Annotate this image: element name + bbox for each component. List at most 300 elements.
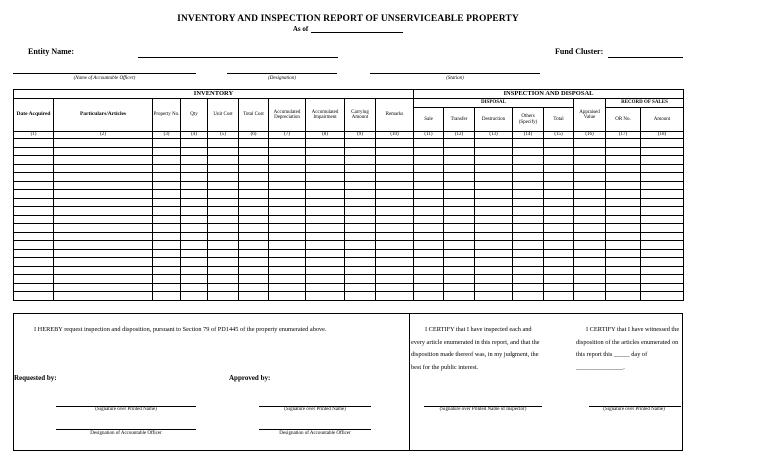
table-cell[interactable]	[475, 224, 513, 233]
table-cell[interactable]	[208, 258, 239, 267]
table-cell[interactable]	[414, 258, 444, 267]
table-cell[interactable]	[414, 198, 444, 207]
table-cell[interactable]	[475, 266, 513, 275]
table-cell[interactable]	[606, 139, 641, 148]
table-cell[interactable]	[181, 181, 208, 190]
table-cell[interactable]	[345, 241, 376, 250]
table-cell[interactable]	[475, 181, 513, 190]
table-cell[interactable]	[376, 258, 414, 267]
table-cell[interactable]	[444, 266, 475, 275]
table-cell[interactable]	[269, 266, 306, 275]
table-cell[interactable]	[54, 258, 153, 267]
requested-designation-line[interactable]	[56, 429, 196, 430]
table-cell[interactable]	[574, 190, 606, 199]
table-cell[interactable]	[606, 181, 641, 190]
table-cell[interactable]	[54, 249, 153, 258]
designation-line[interactable]	[227, 73, 337, 74]
table-cell[interactable]	[345, 173, 376, 182]
table-cell[interactable]	[208, 232, 239, 241]
table-cell[interactable]	[345, 198, 376, 207]
table-cell[interactable]	[641, 275, 684, 284]
table-cell[interactable]	[544, 249, 574, 258]
table-cell[interactable]	[306, 198, 345, 207]
table-cell[interactable]	[574, 275, 606, 284]
table-cell[interactable]	[239, 275, 269, 284]
table-cell[interactable]	[306, 249, 345, 258]
table-cell[interactable]	[54, 147, 153, 156]
table-cell[interactable]	[444, 232, 475, 241]
table-cell[interactable]	[54, 198, 153, 207]
table-cell[interactable]	[574, 181, 606, 190]
table-cell[interactable]	[181, 215, 208, 224]
table-cell[interactable]	[544, 181, 574, 190]
table-cell[interactable]	[414, 283, 444, 292]
table-cell[interactable]	[239, 258, 269, 267]
table-cell[interactable]	[376, 215, 414, 224]
table-cell[interactable]	[269, 207, 306, 216]
table-cell[interactable]	[641, 241, 684, 250]
table-cell[interactable]	[181, 232, 208, 241]
table-cell[interactable]	[239, 292, 269, 301]
table-cell[interactable]	[475, 232, 513, 241]
table-cell[interactable]	[574, 215, 606, 224]
table-cell[interactable]	[606, 292, 641, 301]
table-cell[interactable]	[181, 147, 208, 156]
table-cell[interactable]	[606, 275, 641, 284]
table-cell[interactable]	[269, 283, 306, 292]
table-cell[interactable]	[513, 147, 544, 156]
table-cell[interactable]	[414, 190, 444, 199]
table-cell[interactable]	[574, 241, 606, 250]
table-cell[interactable]	[574, 139, 606, 148]
table-cell[interactable]	[239, 224, 269, 233]
table-cell[interactable]	[181, 190, 208, 199]
table-cell[interactable]	[376, 198, 414, 207]
table-cell[interactable]	[444, 275, 475, 284]
table-cell[interactable]	[239, 266, 269, 275]
table-cell[interactable]	[181, 241, 208, 250]
table-cell[interactable]	[606, 147, 641, 156]
table-cell[interactable]	[306, 147, 345, 156]
table-cell[interactable]	[475, 207, 513, 216]
table-cell[interactable]	[544, 164, 574, 173]
table-cell[interactable]	[475, 173, 513, 182]
table-cell[interactable]	[208, 241, 239, 250]
table-cell[interactable]	[153, 266, 181, 275]
table-cell[interactable]	[181, 292, 208, 301]
table-cell[interactable]	[444, 215, 475, 224]
table-cell[interactable]	[414, 215, 444, 224]
table-cell[interactable]	[181, 283, 208, 292]
table-cell[interactable]	[606, 241, 641, 250]
table-cell[interactable]	[239, 190, 269, 199]
table-cell[interactable]	[513, 198, 544, 207]
table-cell[interactable]	[153, 283, 181, 292]
table-cell[interactable]	[475, 139, 513, 148]
table-cell[interactable]	[153, 249, 181, 258]
table-cell[interactable]	[239, 181, 269, 190]
table-cell[interactable]	[376, 139, 414, 148]
table-cell[interactable]	[54, 207, 153, 216]
table-cell[interactable]	[208, 139, 239, 148]
table-cell[interactable]	[208, 249, 239, 258]
table-cell[interactable]	[444, 190, 475, 199]
table-cell[interactable]	[641, 207, 684, 216]
table-cell[interactable]	[475, 258, 513, 267]
table-cell[interactable]	[181, 224, 208, 233]
table-cell[interactable]	[153, 275, 181, 284]
table-cell[interactable]	[574, 266, 606, 275]
table-cell[interactable]	[269, 258, 306, 267]
table-cell[interactable]	[269, 232, 306, 241]
table-cell[interactable]	[641, 292, 684, 301]
table-cell[interactable]	[345, 224, 376, 233]
table-cell[interactable]	[345, 249, 376, 258]
table-cell[interactable]	[345, 147, 376, 156]
table-cell[interactable]	[513, 275, 544, 284]
table-cell[interactable]	[14, 292, 54, 301]
table-cell[interactable]	[444, 198, 475, 207]
table-cell[interactable]	[269, 147, 306, 156]
table-cell[interactable]	[574, 232, 606, 241]
table-cell[interactable]	[181, 249, 208, 258]
table-cell[interactable]	[444, 207, 475, 216]
table-cell[interactable]	[574, 173, 606, 182]
table-cell[interactable]	[513, 224, 544, 233]
table-cell[interactable]	[544, 292, 574, 301]
table-cell[interactable]	[513, 249, 544, 258]
table-cell[interactable]	[153, 164, 181, 173]
table-cell[interactable]	[444, 258, 475, 267]
table-cell[interactable]	[376, 156, 414, 165]
table-cell[interactable]	[444, 181, 475, 190]
officer-line[interactable]	[13, 73, 196, 74]
table-cell[interactable]	[181, 258, 208, 267]
table-cell[interactable]	[306, 164, 345, 173]
table-cell[interactable]	[641, 147, 684, 156]
table-cell[interactable]	[606, 190, 641, 199]
table-cell[interactable]	[208, 156, 239, 165]
table-cell[interactable]	[153, 190, 181, 199]
table-cell[interactable]	[641, 266, 684, 275]
table-cell[interactable]	[376, 232, 414, 241]
table-cell[interactable]	[54, 164, 153, 173]
table-cell[interactable]	[14, 139, 54, 148]
table-cell[interactable]	[475, 249, 513, 258]
table-cell[interactable]	[444, 292, 475, 301]
table-cell[interactable]	[269, 156, 306, 165]
table-cell[interactable]	[306, 292, 345, 301]
table-cell[interactable]	[641, 232, 684, 241]
table-cell[interactable]	[376, 249, 414, 258]
table-cell[interactable]	[444, 139, 475, 148]
table-cell[interactable]	[269, 241, 306, 250]
table-cell[interactable]	[513, 156, 544, 165]
table-cell[interactable]	[208, 173, 239, 182]
table-cell[interactable]	[414, 292, 444, 301]
table-cell[interactable]	[306, 139, 345, 148]
table-cell[interactable]	[414, 139, 444, 148]
table-cell[interactable]	[574, 207, 606, 216]
table-cell[interactable]	[444, 164, 475, 173]
table-cell[interactable]	[306, 266, 345, 275]
table-cell[interactable]	[376, 224, 414, 233]
table-cell[interactable]	[54, 266, 153, 275]
table-cell[interactable]	[54, 156, 153, 165]
table-cell[interactable]	[54, 232, 153, 241]
table-cell[interactable]	[306, 232, 345, 241]
table-cell[interactable]	[513, 139, 544, 148]
table-cell[interactable]	[544, 207, 574, 216]
table-cell[interactable]	[544, 215, 574, 224]
table-cell[interactable]	[345, 181, 376, 190]
table-cell[interactable]	[14, 215, 54, 224]
table-cell[interactable]	[606, 249, 641, 258]
table-cell[interactable]	[269, 249, 306, 258]
table-cell[interactable]	[513, 266, 544, 275]
table-cell[interactable]	[54, 173, 153, 182]
table-cell[interactable]	[239, 241, 269, 250]
table-cell[interactable]	[181, 139, 208, 148]
table-cell[interactable]	[606, 266, 641, 275]
table-cell[interactable]	[14, 249, 54, 258]
table-cell[interactable]	[239, 249, 269, 258]
table-cell[interactable]	[414, 156, 444, 165]
table-cell[interactable]	[376, 207, 414, 216]
table-cell[interactable]	[444, 241, 475, 250]
table-cell[interactable]	[345, 156, 376, 165]
table-cell[interactable]	[574, 164, 606, 173]
table-cell[interactable]	[513, 241, 544, 250]
table-cell[interactable]	[208, 164, 239, 173]
table-cell[interactable]	[153, 207, 181, 216]
table-cell[interactable]	[606, 283, 641, 292]
table-cell[interactable]	[306, 258, 345, 267]
table-cell[interactable]	[208, 292, 239, 301]
table-cell[interactable]	[513, 232, 544, 241]
table-cell[interactable]	[345, 266, 376, 275]
table-cell[interactable]	[14, 164, 54, 173]
table-cell[interactable]	[239, 164, 269, 173]
table-cell[interactable]	[153, 241, 181, 250]
table-cell[interactable]	[544, 232, 574, 241]
table-cell[interactable]	[269, 224, 306, 233]
table-cell[interactable]	[239, 173, 269, 182]
table-cell[interactable]	[54, 190, 153, 199]
table-cell[interactable]	[14, 258, 54, 267]
table-cell[interactable]	[606, 164, 641, 173]
table-cell[interactable]	[574, 283, 606, 292]
table-cell[interactable]	[239, 207, 269, 216]
table-cell[interactable]	[513, 164, 544, 173]
table-cell[interactable]	[14, 156, 54, 165]
table-cell[interactable]	[444, 156, 475, 165]
table-cell[interactable]	[641, 249, 684, 258]
table-cell[interactable]	[208, 266, 239, 275]
table-cell[interactable]	[153, 292, 181, 301]
table-cell[interactable]	[376, 147, 414, 156]
table-cell[interactable]	[239, 139, 269, 148]
table-cell[interactable]	[269, 139, 306, 148]
table-cell[interactable]	[574, 224, 606, 233]
fund-cluster-line[interactable]	[608, 57, 683, 58]
table-cell[interactable]	[475, 215, 513, 224]
table-cell[interactable]	[306, 207, 345, 216]
table-cell[interactable]	[513, 215, 544, 224]
table-cell[interactable]	[54, 283, 153, 292]
table-cell[interactable]	[14, 190, 54, 199]
table-cell[interactable]	[574, 249, 606, 258]
table-cell[interactable]	[544, 173, 574, 182]
table-cell[interactable]	[54, 224, 153, 233]
table-cell[interactable]	[306, 181, 345, 190]
table-cell[interactable]	[54, 139, 153, 148]
table-cell[interactable]	[414, 181, 444, 190]
table-cell[interactable]	[54, 275, 153, 284]
table-cell[interactable]	[269, 275, 306, 284]
table-cell[interactable]	[153, 147, 181, 156]
table-cell[interactable]	[306, 241, 345, 250]
table-cell[interactable]	[345, 283, 376, 292]
table-cell[interactable]	[414, 164, 444, 173]
table-cell[interactable]	[641, 283, 684, 292]
table-cell[interactable]	[181, 198, 208, 207]
table-cell[interactable]	[475, 283, 513, 292]
table-cell[interactable]	[641, 258, 684, 267]
table-cell[interactable]	[606, 207, 641, 216]
table-cell[interactable]	[345, 190, 376, 199]
table-cell[interactable]	[475, 198, 513, 207]
table-cell[interactable]	[475, 241, 513, 250]
table-cell[interactable]	[269, 292, 306, 301]
table-cell[interactable]	[208, 275, 239, 284]
table-cell[interactable]	[269, 164, 306, 173]
table-cell[interactable]	[414, 207, 444, 216]
table-cell[interactable]	[208, 283, 239, 292]
table-cell[interactable]	[641, 173, 684, 182]
table-cell[interactable]	[513, 283, 544, 292]
table-cell[interactable]	[606, 173, 641, 182]
entity-name-line[interactable]	[138, 57, 338, 58]
station-line[interactable]	[370, 73, 540, 74]
table-cell[interactable]	[376, 292, 414, 301]
table-cell[interactable]	[606, 232, 641, 241]
table-cell[interactable]	[181, 164, 208, 173]
table-cell[interactable]	[239, 232, 269, 241]
table-cell[interactable]	[376, 275, 414, 284]
table-cell[interactable]	[513, 173, 544, 182]
table-cell[interactable]	[14, 283, 54, 292]
table-cell[interactable]	[14, 207, 54, 216]
table-cell[interactable]	[269, 215, 306, 224]
table-cell[interactable]	[574, 198, 606, 207]
table-cell[interactable]	[414, 275, 444, 284]
table-cell[interactable]	[345, 275, 376, 284]
table-cell[interactable]	[306, 173, 345, 182]
table-cell[interactable]	[544, 190, 574, 199]
table-cell[interactable]	[153, 173, 181, 182]
table-cell[interactable]	[641, 164, 684, 173]
table-cell[interactable]	[574, 258, 606, 267]
table-cell[interactable]	[153, 224, 181, 233]
table-cell[interactable]	[14, 147, 54, 156]
table-cell[interactable]	[376, 164, 414, 173]
table-cell[interactable]	[376, 241, 414, 250]
table-cell[interactable]	[376, 173, 414, 182]
table-cell[interactable]	[513, 292, 544, 301]
table-cell[interactable]	[153, 139, 181, 148]
table-cell[interactable]	[54, 181, 153, 190]
table-cell[interactable]	[14, 275, 54, 284]
table-cell[interactable]	[239, 283, 269, 292]
table-cell[interactable]	[181, 156, 208, 165]
table-cell[interactable]	[181, 207, 208, 216]
table-cell[interactable]	[444, 283, 475, 292]
table-cell[interactable]	[641, 190, 684, 199]
table-cell[interactable]	[376, 283, 414, 292]
table-cell[interactable]	[544, 258, 574, 267]
table-cell[interactable]	[345, 207, 376, 216]
table-cell[interactable]	[153, 215, 181, 224]
table-cell[interactable]	[641, 139, 684, 148]
table-cell[interactable]	[475, 156, 513, 165]
table-cell[interactable]	[376, 181, 414, 190]
table-cell[interactable]	[606, 224, 641, 233]
table-cell[interactable]	[239, 147, 269, 156]
table-cell[interactable]	[444, 249, 475, 258]
table-cell[interactable]	[208, 181, 239, 190]
table-cell[interactable]	[345, 139, 376, 148]
table-cell[interactable]	[345, 164, 376, 173]
table-cell[interactable]	[269, 173, 306, 182]
table-cell[interactable]	[475, 147, 513, 156]
table-cell[interactable]	[544, 147, 574, 156]
table-cell[interactable]	[414, 173, 444, 182]
approved-designation-line[interactable]	[259, 429, 371, 430]
table-cell[interactable]	[208, 224, 239, 233]
table-cell[interactable]	[414, 147, 444, 156]
table-cell[interactable]	[306, 224, 345, 233]
table-cell[interactable]	[574, 156, 606, 165]
table-cell[interactable]	[14, 241, 54, 250]
table-cell[interactable]	[376, 266, 414, 275]
table-cell[interactable]	[444, 173, 475, 182]
table-cell[interactable]	[414, 266, 444, 275]
table-cell[interactable]	[153, 198, 181, 207]
table-cell[interactable]	[306, 190, 345, 199]
table-cell[interactable]	[606, 156, 641, 165]
table-cell[interactable]	[14, 266, 54, 275]
table-cell[interactable]	[269, 190, 306, 199]
table-cell[interactable]	[544, 241, 574, 250]
table-cell[interactable]	[475, 190, 513, 199]
table-cell[interactable]	[269, 181, 306, 190]
as-of-blank[interactable]	[311, 25, 403, 33]
table-cell[interactable]	[306, 156, 345, 165]
table-cell[interactable]	[54, 241, 153, 250]
table-cell[interactable]	[208, 215, 239, 224]
table-cell[interactable]	[208, 147, 239, 156]
table-cell[interactable]	[181, 173, 208, 182]
table-cell[interactable]	[14, 232, 54, 241]
table-cell[interactable]	[544, 198, 574, 207]
table-cell[interactable]	[153, 156, 181, 165]
table-cell[interactable]	[181, 275, 208, 284]
table-cell[interactable]	[544, 275, 574, 284]
table-cell[interactable]	[606, 198, 641, 207]
table-cell[interactable]	[153, 232, 181, 241]
table-cell[interactable]	[54, 292, 153, 301]
